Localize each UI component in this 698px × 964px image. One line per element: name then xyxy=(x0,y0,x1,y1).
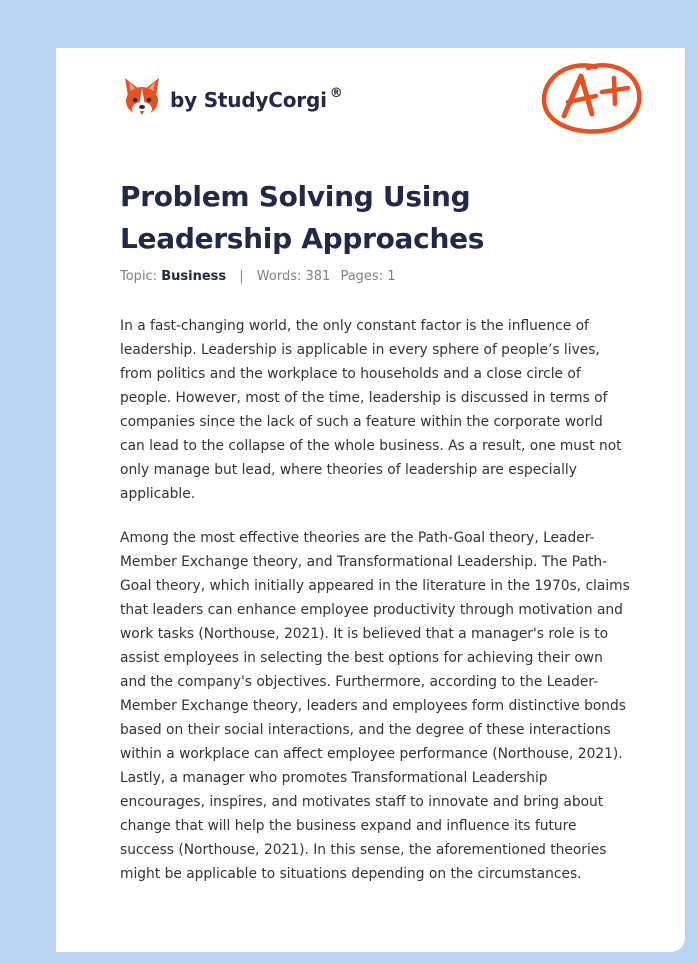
essay-meta xyxy=(120,269,395,284)
essay-body xyxy=(120,314,630,906)
meta-separator: | xyxy=(239,269,244,284)
paragraph: Among the most effective theories are the Path-Goal theory, Leader-Member Exchange theory, and Transformational Leadership. The Path-Goal theory, which initially appeared in the literature in the 1970s, claims that leaders can enhance employee productivity through motivation and work tasks (Northouse, 2021). It is believed that a manager's role is to assist employees in selecting the best options for achieving their own and the company's objectives. Furthermore, according to the Leader-Member Exchange theory, leaders and employees form distinctive bonds based on their social interactions, and the degree of these interactions within a workplace can affect employee performance (Northouse, 2021). Lastly, a manager who promotes Transformational Leadership encourages, inspires, and motivates staff to innovate and bring about change that will help the business expand and influence its future success (Northouse, 2021). In this sense, the aforementioned theories might be applicable to situations depending on the circumstances. xyxy=(120,530,630,882)
grade-a-plus-badge xyxy=(538,58,648,142)
word-count: Words: 381 xyxy=(256,269,331,284)
topic-label: Topic: xyxy=(120,269,158,284)
studycorgi-logo[interactable] xyxy=(122,76,343,120)
page-count: Pages: 1 xyxy=(340,269,396,284)
page-title: Problem Solving Using Leadership Approaches xyxy=(120,180,485,255)
topic-link[interactable]: Business xyxy=(161,269,227,284)
brand-name: by StudyCorgi ® xyxy=(170,86,343,112)
document-page xyxy=(56,48,685,952)
corgi-icon xyxy=(122,76,162,120)
paragraph: In a fast-changing world, the only constant factor is the influence of leadership. Leadership is applicable in every sphere of people’s lives, from politics and the workplace to households and a close circle of people. However, most of the time, leadership is discussed in terms of companies since the lack of such a feature within the corporate world can lead to the collapse of the whole business. As a result, one must not only manage but lead, where theories of leadership are especially applicable. xyxy=(120,318,622,502)
a-plus-icon xyxy=(538,58,648,138)
